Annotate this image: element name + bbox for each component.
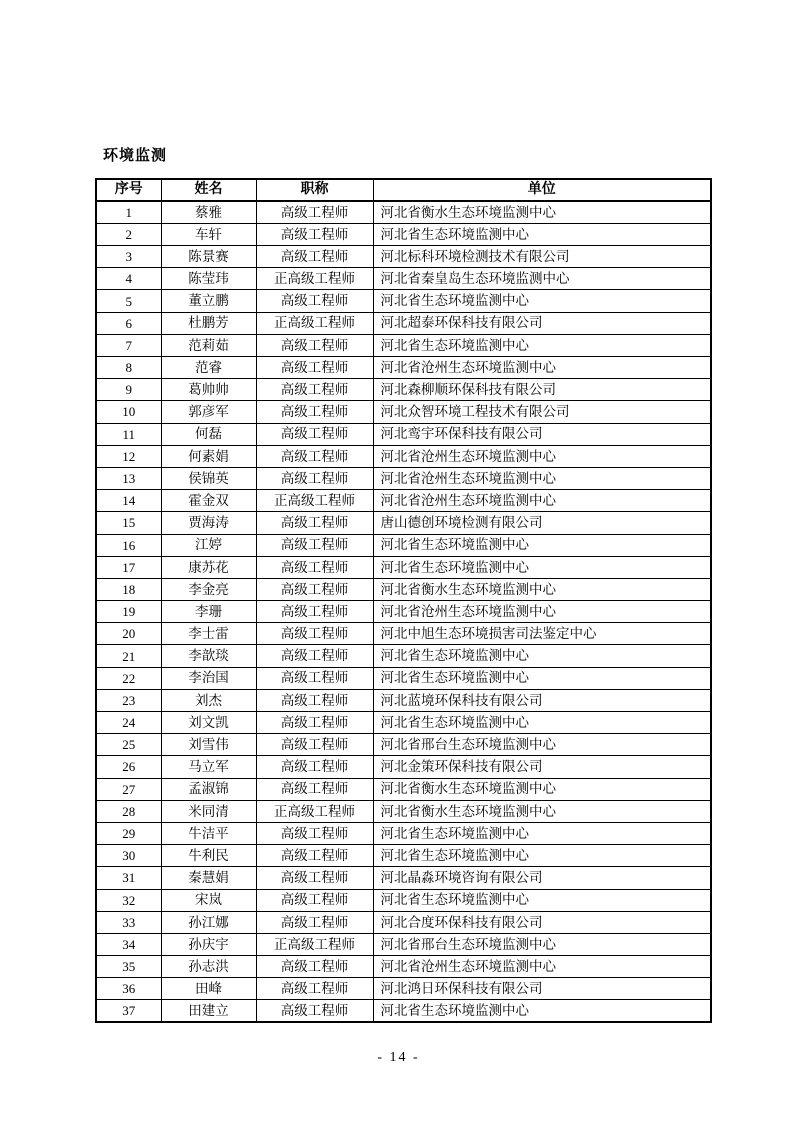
cell-num: 36: [96, 978, 161, 1000]
cell-name: 贾海涛: [161, 512, 256, 534]
cell-title: 高级工程师: [256, 423, 373, 445]
cell-num: 3: [96, 246, 161, 268]
cell-name: 葛帅帅: [161, 379, 256, 401]
cell-unit: 河北森柳顺环保科技有限公司: [373, 379, 711, 401]
column-header-0: 序号: [96, 179, 161, 201]
cell-num: 22: [96, 667, 161, 689]
cell-title: 高级工程师: [256, 734, 373, 756]
cell-num: 2: [96, 223, 161, 245]
table-row: [96, 490, 711, 512]
cell-num: 11: [96, 423, 161, 445]
cell-title: 高级工程师: [256, 334, 373, 356]
table-row: [96, 911, 711, 933]
cell-name: 孙庆宇: [161, 933, 256, 955]
cell-title: 高级工程师: [256, 822, 373, 844]
cell-num: 17: [96, 556, 161, 578]
cell-num: 16: [96, 534, 161, 556]
cell-unit: 河北省生态环境监测中心: [373, 534, 711, 556]
table-row: [96, 645, 711, 667]
cell-title: 高级工程师: [256, 911, 373, 933]
cell-title: 高级工程师: [256, 246, 373, 268]
header-row: [96, 179, 711, 201]
cell-name: 牛利民: [161, 845, 256, 867]
column-header-3: 单位: [373, 179, 711, 201]
cell-title: 高级工程师: [256, 290, 373, 312]
cell-unit: 河北合度环保科技有限公司: [373, 911, 711, 933]
cell-num: 24: [96, 712, 161, 734]
cell-title: 高级工程师: [256, 889, 373, 911]
cell-title: 高级工程师: [256, 845, 373, 867]
cell-title: 高级工程师: [256, 645, 373, 667]
cell-name: 李珊: [161, 601, 256, 623]
cell-name: 陈莹玮: [161, 268, 256, 290]
cell-num: 18: [96, 578, 161, 600]
section-title: 环境监测: [103, 147, 168, 164]
cell-name: 田峰: [161, 978, 256, 1000]
cell-unit: 河北省沧州生态环境监测中心: [373, 467, 711, 489]
table-row: [96, 201, 711, 223]
cell-title: 高级工程师: [256, 689, 373, 711]
table-row: [96, 667, 711, 689]
cell-unit: 河北省生态环境监测中心: [373, 290, 711, 312]
cell-unit: 河北省生态环境监测中心: [373, 845, 711, 867]
cell-num: 30: [96, 845, 161, 867]
cell-title: 高级工程师: [256, 379, 373, 401]
cell-title: 高级工程师: [256, 534, 373, 556]
table-row: [96, 423, 711, 445]
cell-name: 田建立: [161, 1000, 256, 1022]
cell-name: 杜鹏芳: [161, 312, 256, 334]
cell-name: 何磊: [161, 423, 256, 445]
table-row: [96, 756, 711, 778]
cell-num: 33: [96, 911, 161, 933]
cell-unit: 河北省秦皇岛生态环境监测中心: [373, 268, 711, 290]
cell-title: 高级工程师: [256, 201, 373, 223]
cell-unit: 河北省邢台生态环境监测中心: [373, 933, 711, 955]
cell-unit: 唐山德创环境检测有限公司: [373, 512, 711, 534]
cell-unit: 河北省生态环境监测中心: [373, 645, 711, 667]
table-row: [96, 956, 711, 978]
cell-title: 高级工程师: [256, 867, 373, 889]
cell-name: 米同清: [161, 800, 256, 822]
cell-unit: 河北省生态环境监测中心: [373, 556, 711, 578]
cell-name: 陈景赛: [161, 246, 256, 268]
cell-num: 1: [96, 201, 161, 223]
table-row: [96, 601, 711, 623]
cell-num: 25: [96, 734, 161, 756]
cell-unit: 河北金策环保科技有限公司: [373, 756, 711, 778]
cell-num: 21: [96, 645, 161, 667]
cell-unit: 河北省沧州生态环境监测中心: [373, 601, 711, 623]
cell-num: 7: [96, 334, 161, 356]
cell-name: 侯锦英: [161, 467, 256, 489]
cell-name: 李士雷: [161, 623, 256, 645]
cell-num: 23: [96, 689, 161, 711]
page-number: - 14 -: [377, 1050, 420, 1065]
cell-unit: 河北省沧州生态环境监测中心: [373, 445, 711, 467]
cell-name: 孙志洪: [161, 956, 256, 978]
table-row: [96, 623, 711, 645]
cell-name: 何素娟: [161, 445, 256, 467]
table-row: [96, 778, 711, 800]
cell-num: 27: [96, 778, 161, 800]
cell-unit: 河北中旭生态环境损害司法鉴定中心: [373, 623, 711, 645]
cell-name: 郭彦军: [161, 401, 256, 423]
cell-title: 高级工程师: [256, 1000, 373, 1022]
cell-unit: 河北众智环境工程技术有限公司: [373, 401, 711, 423]
table-row: [96, 689, 711, 711]
table-row: [96, 246, 711, 268]
cell-num: 29: [96, 822, 161, 844]
cell-title: 高级工程师: [256, 357, 373, 379]
table-row: [96, 734, 711, 756]
cell-name: 孟淑锦: [161, 778, 256, 800]
cell-title: 高级工程师: [256, 445, 373, 467]
table-row: [96, 290, 711, 312]
table-row: [96, 1000, 711, 1022]
cell-title: 高级工程师: [256, 978, 373, 1000]
table-row: [96, 334, 711, 356]
cell-unit: 河北省生态环境监测中心: [373, 1000, 711, 1022]
cell-unit: 河北省生态环境监测中心: [373, 223, 711, 245]
cell-name: 霍金双: [161, 490, 256, 512]
cell-unit: 河北省沧州生态环境监测中心: [373, 490, 711, 512]
cell-title: 高级工程师: [256, 712, 373, 734]
cell-title: 高级工程师: [256, 623, 373, 645]
cell-title: 高级工程师: [256, 512, 373, 534]
cell-unit: 河北省沧州生态环境监测中心: [373, 956, 711, 978]
cell-name: 秦慧娟: [161, 867, 256, 889]
cell-unit: 河北标科环境检测技术有限公司: [373, 246, 711, 268]
cell-num: 37: [96, 1000, 161, 1022]
cell-num: 14: [96, 490, 161, 512]
table-row: [96, 268, 711, 290]
cell-title: 高级工程师: [256, 401, 373, 423]
cell-unit: 河北省生态环境监测中心: [373, 712, 711, 734]
cell-num: 28: [96, 800, 161, 822]
cell-unit: 河北省生态环境监测中心: [373, 822, 711, 844]
cell-num: 12: [96, 445, 161, 467]
cell-title: 高级工程师: [256, 778, 373, 800]
cell-num: 8: [96, 357, 161, 379]
cell-title: 正高级工程师: [256, 933, 373, 955]
cell-name: 李金亮: [161, 578, 256, 600]
cell-name: 江婷: [161, 534, 256, 556]
cell-unit: 河北省衡水生态环境监测中心: [373, 201, 711, 223]
cell-title: 正高级工程师: [256, 268, 373, 290]
cell-name: 董立鹏: [161, 290, 256, 312]
table-row: [96, 512, 711, 534]
table-row: [96, 467, 711, 489]
table-row: [96, 867, 711, 889]
cell-num: 13: [96, 467, 161, 489]
cell-title: 高级工程师: [256, 223, 373, 245]
cell-name: 李治国: [161, 667, 256, 689]
cell-num: 35: [96, 956, 161, 978]
cell-unit: 河北晶淼环境咨询有限公司: [373, 867, 711, 889]
cell-unit: 河北超泰环保科技有限公司: [373, 312, 711, 334]
table-row: [96, 578, 711, 600]
cell-name: 刘杰: [161, 689, 256, 711]
table-row: [96, 889, 711, 911]
cell-name: 范莉茹: [161, 334, 256, 356]
table-row: [96, 223, 711, 245]
table-row: [96, 800, 711, 822]
cell-name: 刘雪伟: [161, 734, 256, 756]
column-header-2: 职称: [256, 179, 373, 201]
cell-name: 刘文凯: [161, 712, 256, 734]
cell-unit: 河北省生态环境监测中心: [373, 334, 711, 356]
cell-num: 26: [96, 756, 161, 778]
personnel-table: [95, 178, 712, 1023]
cell-title: 高级工程师: [256, 578, 373, 600]
cell-num: 6: [96, 312, 161, 334]
cell-unit: 河北鸿日环保科技有限公司: [373, 978, 711, 1000]
table-row: [96, 534, 711, 556]
table-row: [96, 357, 711, 379]
cell-unit: 河北省衡水生态环境监测中心: [373, 578, 711, 600]
cell-title: 高级工程师: [256, 956, 373, 978]
cell-name: 康苏花: [161, 556, 256, 578]
table-row: [96, 379, 711, 401]
cell-title: 高级工程师: [256, 601, 373, 623]
cell-title: 正高级工程师: [256, 800, 373, 822]
table-row: [96, 556, 711, 578]
cell-num: 31: [96, 867, 161, 889]
cell-unit: 河北省沧州生态环境监测中心: [373, 357, 711, 379]
cell-num: 32: [96, 889, 161, 911]
cell-num: 4: [96, 268, 161, 290]
table-body: [96, 201, 711, 1022]
table-header: [96, 179, 711, 201]
cell-title: 正高级工程师: [256, 490, 373, 512]
cell-name: 范睿: [161, 357, 256, 379]
cell-num: 10: [96, 401, 161, 423]
table-row: [96, 845, 711, 867]
cell-name: 宋岚: [161, 889, 256, 911]
cell-num: 5: [96, 290, 161, 312]
table-row: [96, 401, 711, 423]
cell-num: 9: [96, 379, 161, 401]
cell-num: 34: [96, 933, 161, 955]
column-header-1: 姓名: [161, 179, 256, 201]
table-row: [96, 445, 711, 467]
cell-unit: 河北省生态环境监测中心: [373, 889, 711, 911]
cell-name: 李歆琰: [161, 645, 256, 667]
cell-unit: 河北鸾宇环保科技有限公司: [373, 423, 711, 445]
cell-title: 高级工程师: [256, 467, 373, 489]
cell-unit: 河北省生态环境监测中心: [373, 667, 711, 689]
cell-num: 15: [96, 512, 161, 534]
table-row: [96, 822, 711, 844]
cell-unit: 河北省衡水生态环境监测中心: [373, 778, 711, 800]
cell-unit: 河北省邢台生态环境监测中心: [373, 734, 711, 756]
cell-title: 高级工程师: [256, 667, 373, 689]
cell-unit: 河北省衡水生态环境监测中心: [373, 800, 711, 822]
cell-unit: 河北蓝境环保科技有限公司: [373, 689, 711, 711]
cell-name: 孙江娜: [161, 911, 256, 933]
table-row: [96, 978, 711, 1000]
cell-name: 牛洁平: [161, 822, 256, 844]
cell-name: 马立军: [161, 756, 256, 778]
cell-title: 正高级工程师: [256, 312, 373, 334]
table-row: [96, 312, 711, 334]
cell-name: 车轩: [161, 223, 256, 245]
table-row: [96, 712, 711, 734]
cell-name: 蔡雅: [161, 201, 256, 223]
cell-title: 高级工程师: [256, 556, 373, 578]
table-row: [96, 933, 711, 955]
cell-num: 20: [96, 623, 161, 645]
cell-title: 高级工程师: [256, 756, 373, 778]
cell-num: 19: [96, 601, 161, 623]
